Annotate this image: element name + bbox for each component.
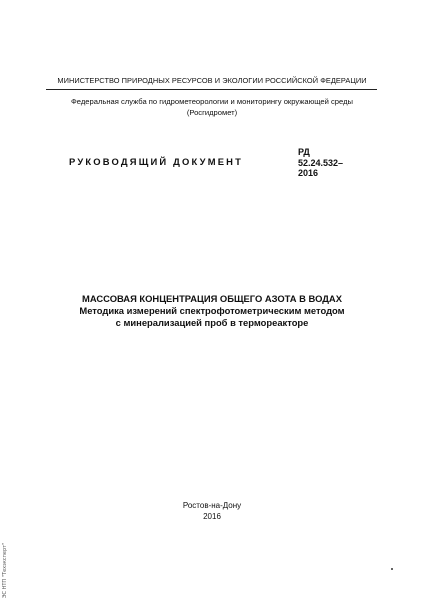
publication-city: Ростов-на-Дону <box>182 501 242 510</box>
publication-year: 2016 <box>203 511 221 521</box>
document-number <box>298 147 343 179</box>
document-title <box>30 293 394 329</box>
watermark-text: ЭС НТП "Техэксперт" <box>2 542 8 598</box>
document-number-prefix: РД <box>298 147 310 157</box>
watermark <box>2 530 11 600</box>
title-main: МАССОВАЯ КОНЦЕНТРАЦИЯ ОБЩЕГО АЗОТА В ВОДАХ <box>82 293 342 304</box>
service-name <box>30 97 394 118</box>
title-subtitle-line: Методика измерений спектрофотометрическим методом <box>79 305 345 316</box>
document-number-year: 2016 <box>298 168 319 178</box>
service-abbreviation: (Росгидромет) <box>186 107 238 117</box>
title-subtitle-line: с минерализацией проб в термореакторе <box>115 317 309 328</box>
header-divider <box>46 89 377 90</box>
service-name-line: Федеральная служба по гидрометеорологии и мониторингу окружающей среды <box>71 97 353 106</box>
document-number-code: 52.24.532– <box>298 157 344 168</box>
scan-speck <box>391 568 393 570</box>
publication-info <box>30 501 394 522</box>
ministry-name: МИНИСТЕРСТВО ПРИРОДНЫХ РЕСУРСОВ И ЭКОЛОГИИ РОССИЙСКОЙ ФЕДЕРАЦИИ <box>57 76 367 85</box>
document-type: РУКОВОДЯЩИЙ ДОКУМЕНТ <box>69 156 244 167</box>
